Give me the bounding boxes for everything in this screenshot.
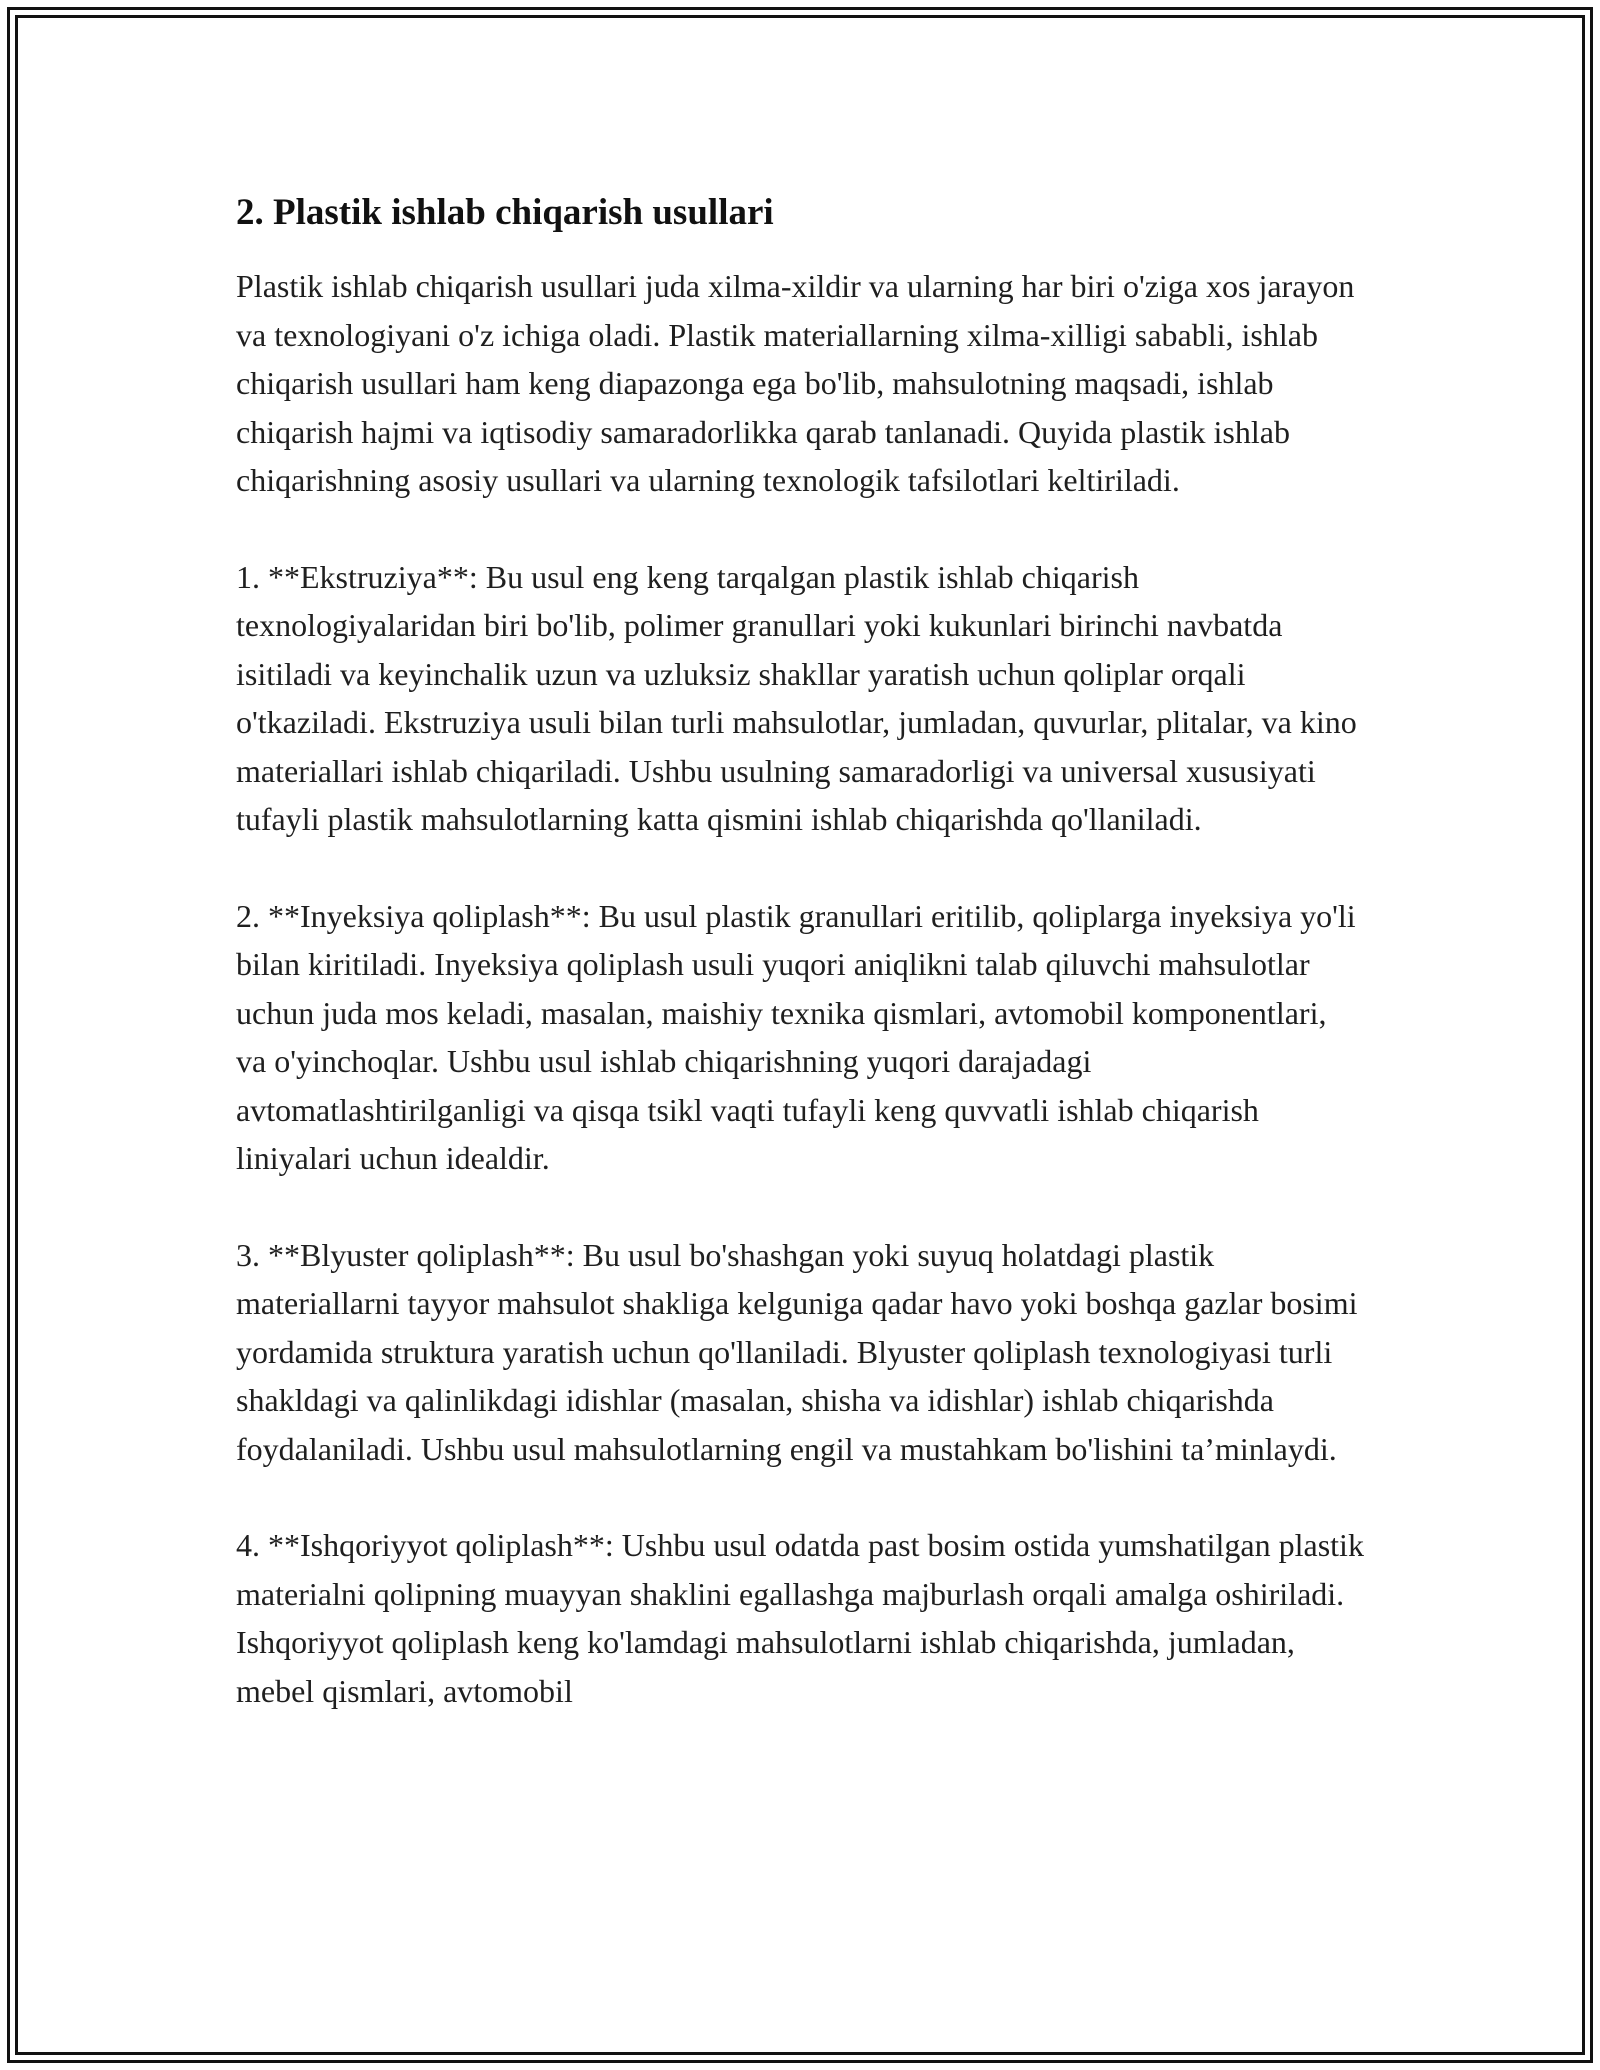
intro-paragraph: Plastik ishlab chiqarish usullari juda xilma-xildir va ularning har biri o'ziga xos jarayon va texnologiyani o'z ichiga oladi. Plastik materiallarning xilma-xilligi sababli, ishlab chiqarish usullari ham keng diapazonga ega bo'lib, mahsulotning maqsadi, ishlab chiqarish hajmi va iqtisodiy samaradorlikka qarab tanlanadi. Quyida plastik ishlab chiqarishning asosiy usullari va ularning texnologik tafsilotlari keltiriladi. <box>236 268 1355 498</box>
section-heading: 2. Plastik ishlab chiqarish usullari <box>236 192 774 233</box>
paragraph-inyeksiya-qoliplash: 2. **Inyeksiya qoliplash**: Bu usul plastik granullari eritilib, qoliplarga inyeksiya yo'li bilan kiritiladi. Inyeksiya qoliplash usuli yuqori aniqlikni talab qiluvchi mahsulotlar uchun juda mos keladi, masalan, maishiy texnika qismlari, avtomobil komponentlari, va o'yinchoqlar. Ushbu usul ishlab chiqarishning yuqori darajadagi avtomatlashtirilganligi va qisqa tsikl vaqti tufayli keng quvvatli ishlab chiqarish liniyalari uchun idealdir. <box>236 897 1356 1176</box>
paragraph-ishqoriyyot-qoliplash: 4. **Ishqoriyyot qoliplash**: Ushbu usul odatda past bosim ostida yumshatilgan plastik materialni qolipning muayyan shaklini egallashga majburlash orqali amalga oshiriladi. Ishqoriyyot qoliplash keng ko'lamdagi mahsulotlarni ishlab chiqarishda, jumladan, mebel qismlari, avtomobil <box>236 1527 1364 1709</box>
paragraph-blyuster-qoliplash: 3. **Blyuster qoliplash**: Bu usul bo'shashgan yoki suyuq holatdagi plastik materiallarni tayyor mahsulot shakliga kelguniga qadar havo yoki boshqa gazlar bosimi yordamida struktura yaratish uchun qo'llaniladi. Blyuster qoliplash texnologiyasi turli shakldagi va qalinlikdagi idishlar (masalan, shisha va idishlar) ishlab chiqarishda foydalaniladi. Ushbu usul mahsulotlarning engil va mustahkam bo'lishini ta’minlaydi. <box>236 1236 1358 1467</box>
paragraph-ekstruziya: 1. **Ekstruziya**: Bu usul eng keng tarqalgan plastik ishlab chiqarish texnologiyalaridan biri bo'lib, polimer granullari yoki kukunlari birinchi navbatda isitiladi va keyinchalik uzun va uzluksiz shakllar yaratish uchun qoliplar orqali o'tkaziladi. Ekstruziya usuli bilan turli mahsulotlar, jumladan, quvurlar, plitalar, va kino materiallari ishlab chiqariladi. Ushbu usulning samaradorligi va universal xususiyati tufayli plastik mahsulotlarning katta qismini ishlab chiqarishda qo'llaniladi. <box>236 558 1357 837</box>
document-body <box>236 186 1364 1763</box>
